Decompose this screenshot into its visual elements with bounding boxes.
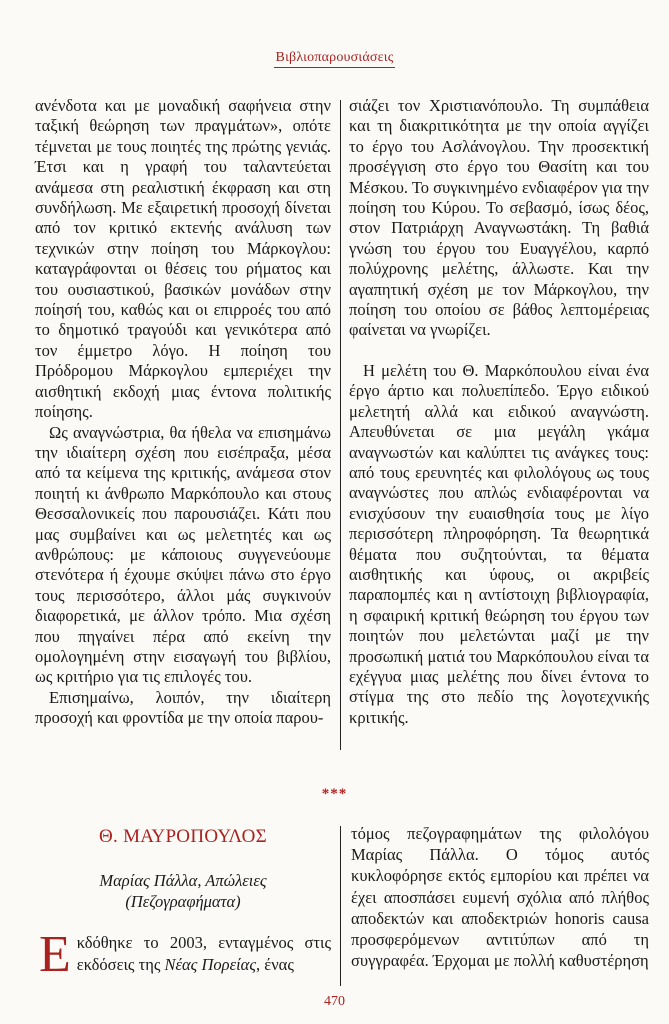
right-paragraph-2: Η μελέτη του Θ. Μαρκόπουλου είναι ένα έργο άρτιο και πολυεπίπεδο. Έργο ειδικού μελετητή αλλά και ειδικού αναγνώστη. Απευθύνεται σε μια μεγάλη γκάμα αναγνωστών και καλύπτει τις ανάγκες τους: από τους ερευνητές και φιλολόγους ως τους αναγνώστες που απλώς ενδιαφέρονται να ενισχύσουν την ευαισθησία τους με λίγο περισσότερη πληροφόρηση. Τα θεωρητικά θέματα που συζητούνται, τα θέματα αισθητικής και ύφους, οι ακριβείς παραπομπές και η αντίστοιχη βιβλιογραφία, η σφαιρική κριτική θεώρηση του έργου των ποιητών που μελετώνται μαζί με την προσωπική ματιά του Μαρκόπουλου είναι τα εχέγγυα μιας μελέτης που δίνει έντονα το στίγμα της στο πεδίο της λογοτεχνικής κριτικής. — [349, 360, 649, 727]
lead-text-a: κδόθηκε το 2003, ενταγμένος στις εκδόσεις της — [76, 933, 331, 974]
review-lead-paragraph — [35, 926, 331, 983]
left-paragraph-2: Ως αναγνώστρια, θα ήθελα να επισημάνω την ιδιαίτερη σχέση που εισέπραξα, μέσα από τα κείμενα της κριτικής, ανάμεσα στον ποιητή κι άνθρωπο Μαρκόπουλο και στους Θεσσαλονικείς που παρουσιάζει. Κάτι που μας συμβαίνει και ως μελετητές και ως ανθρώπους: με κάποιους συγγενεύουμε στενότερα ή έχουμε σκύψει πάνω στο έργο τους περισσότερο, άλλοι μάς συγκινούν διαφορετικά, με άλλον τρόπο. Μια σχέση που πηγαίνει πέρα από εκείνη την ομολογημένη στην εισαγωγή του βιβλίου, ως κριτήριο για τις επιλογές του. — [35, 422, 331, 687]
book-genre-line: (Πεζογραφήματα) — [125, 892, 241, 911]
right-column — [349, 96, 649, 728]
right-paragraph-1: σιάζει τον Χριστιανόπουλο. Τη συμπάθεια και τη διακριτικότητα με την οποία αγγίζει το έργο του Ασλάνογλου. Την προσεκτική προσέγγιση στο έργο του Θασίτη και του Μέσκου. Το συγκινημένο ενδιαφέρον για την ποίηση του Κύρου. Το σεβασμό, ίσως δέος, στον Πατριάρχη Αναγνωστάκη. Τη βαθιά γνώση του έργου του Ευαγγέλου, καρπό πολύχρονης μελέτης, άλλωστε. Και την αγαπητική σχέση με τον Μάρκογλου, την ποίηση του οποίου σε βάθος λεπτομέρειας φαίνεται να γνωρίζει. — [349, 96, 649, 340]
lead-text-b: , ένας — [256, 955, 294, 974]
left-column — [35, 96, 331, 729]
running-header — [0, 50, 669, 66]
lead-text-publisher: Νέας Πορείας — [164, 955, 257, 974]
section-separator: *** — [321, 786, 348, 802]
column-divider-bottom — [340, 826, 341, 986]
left-paragraph-1: ανένδοτα και με μοναδική σαφήνεια στην ταξική θεώρηση των πραγμάτων», οπότε τέμνεται με τους ποιητές της πρώτης γενιάς. Έτσι και η γραφή του ταλαντεύεται ανάμεσα στη ρεαλιστική έκφραση και στη συνδήλωση. Με εξαιρετική προσοχή δίνεται από τον κριτικό εκτενής ανάλυση των τεχνικών στην ποίηση του Μάρκογλου: καταγράφονται οι θέσεις του ρήματος και του ουσιαστικού, βασικών μονάδων στην ποίησή του, καθώς και οι επιρροές του από το δημοτικό τραγούδι και γενικότερα από τον έμμετρο λόγο. Η ποίηση του Πρόδρομου Μάρκογλου εμπεριέχει την αισθητική εκδοχή μιας έντονα πολιτικής ποίησης. — [35, 96, 331, 422]
review-author: Θ. ΜΑΥΡΟΠΟΥΛΟΣ — [98, 826, 268, 847]
page-number: 470 — [324, 994, 345, 1009]
paragraph-gap — [349, 341, 649, 361]
column-divider-top — [340, 100, 341, 750]
book-reference — [35, 870, 331, 912]
review-right-text: τόμος πεζογραφημάτων της φιλολόγου Μαρίας Πάλλα. Ο τόμος αυτός κυκλοφόρησε εκτός εμπορίου και πρέπει να έχει αποσπάσει ευμενή σχόλια από πλήθος αποδεκτών και αποδεκτριών honoris causa προσφερόμενων αντιτύπων από τη συγγραφέα. Έρχομαι με πολλή καθυστέρηση — [351, 824, 649, 971]
book-title-line: Μαρίας Πάλλα, Απώλειες — [99, 871, 267, 890]
left-paragraph-3: Επισημαίνω, λοιπόν, την ιδιαίτερη προσοχή και φροντίδα με την οποία παρου- — [35, 687, 331, 728]
running-header-title: Βιβλιοπαρουσιάσεις — [274, 50, 396, 68]
drop-cap: Ε — [39, 926, 71, 983]
